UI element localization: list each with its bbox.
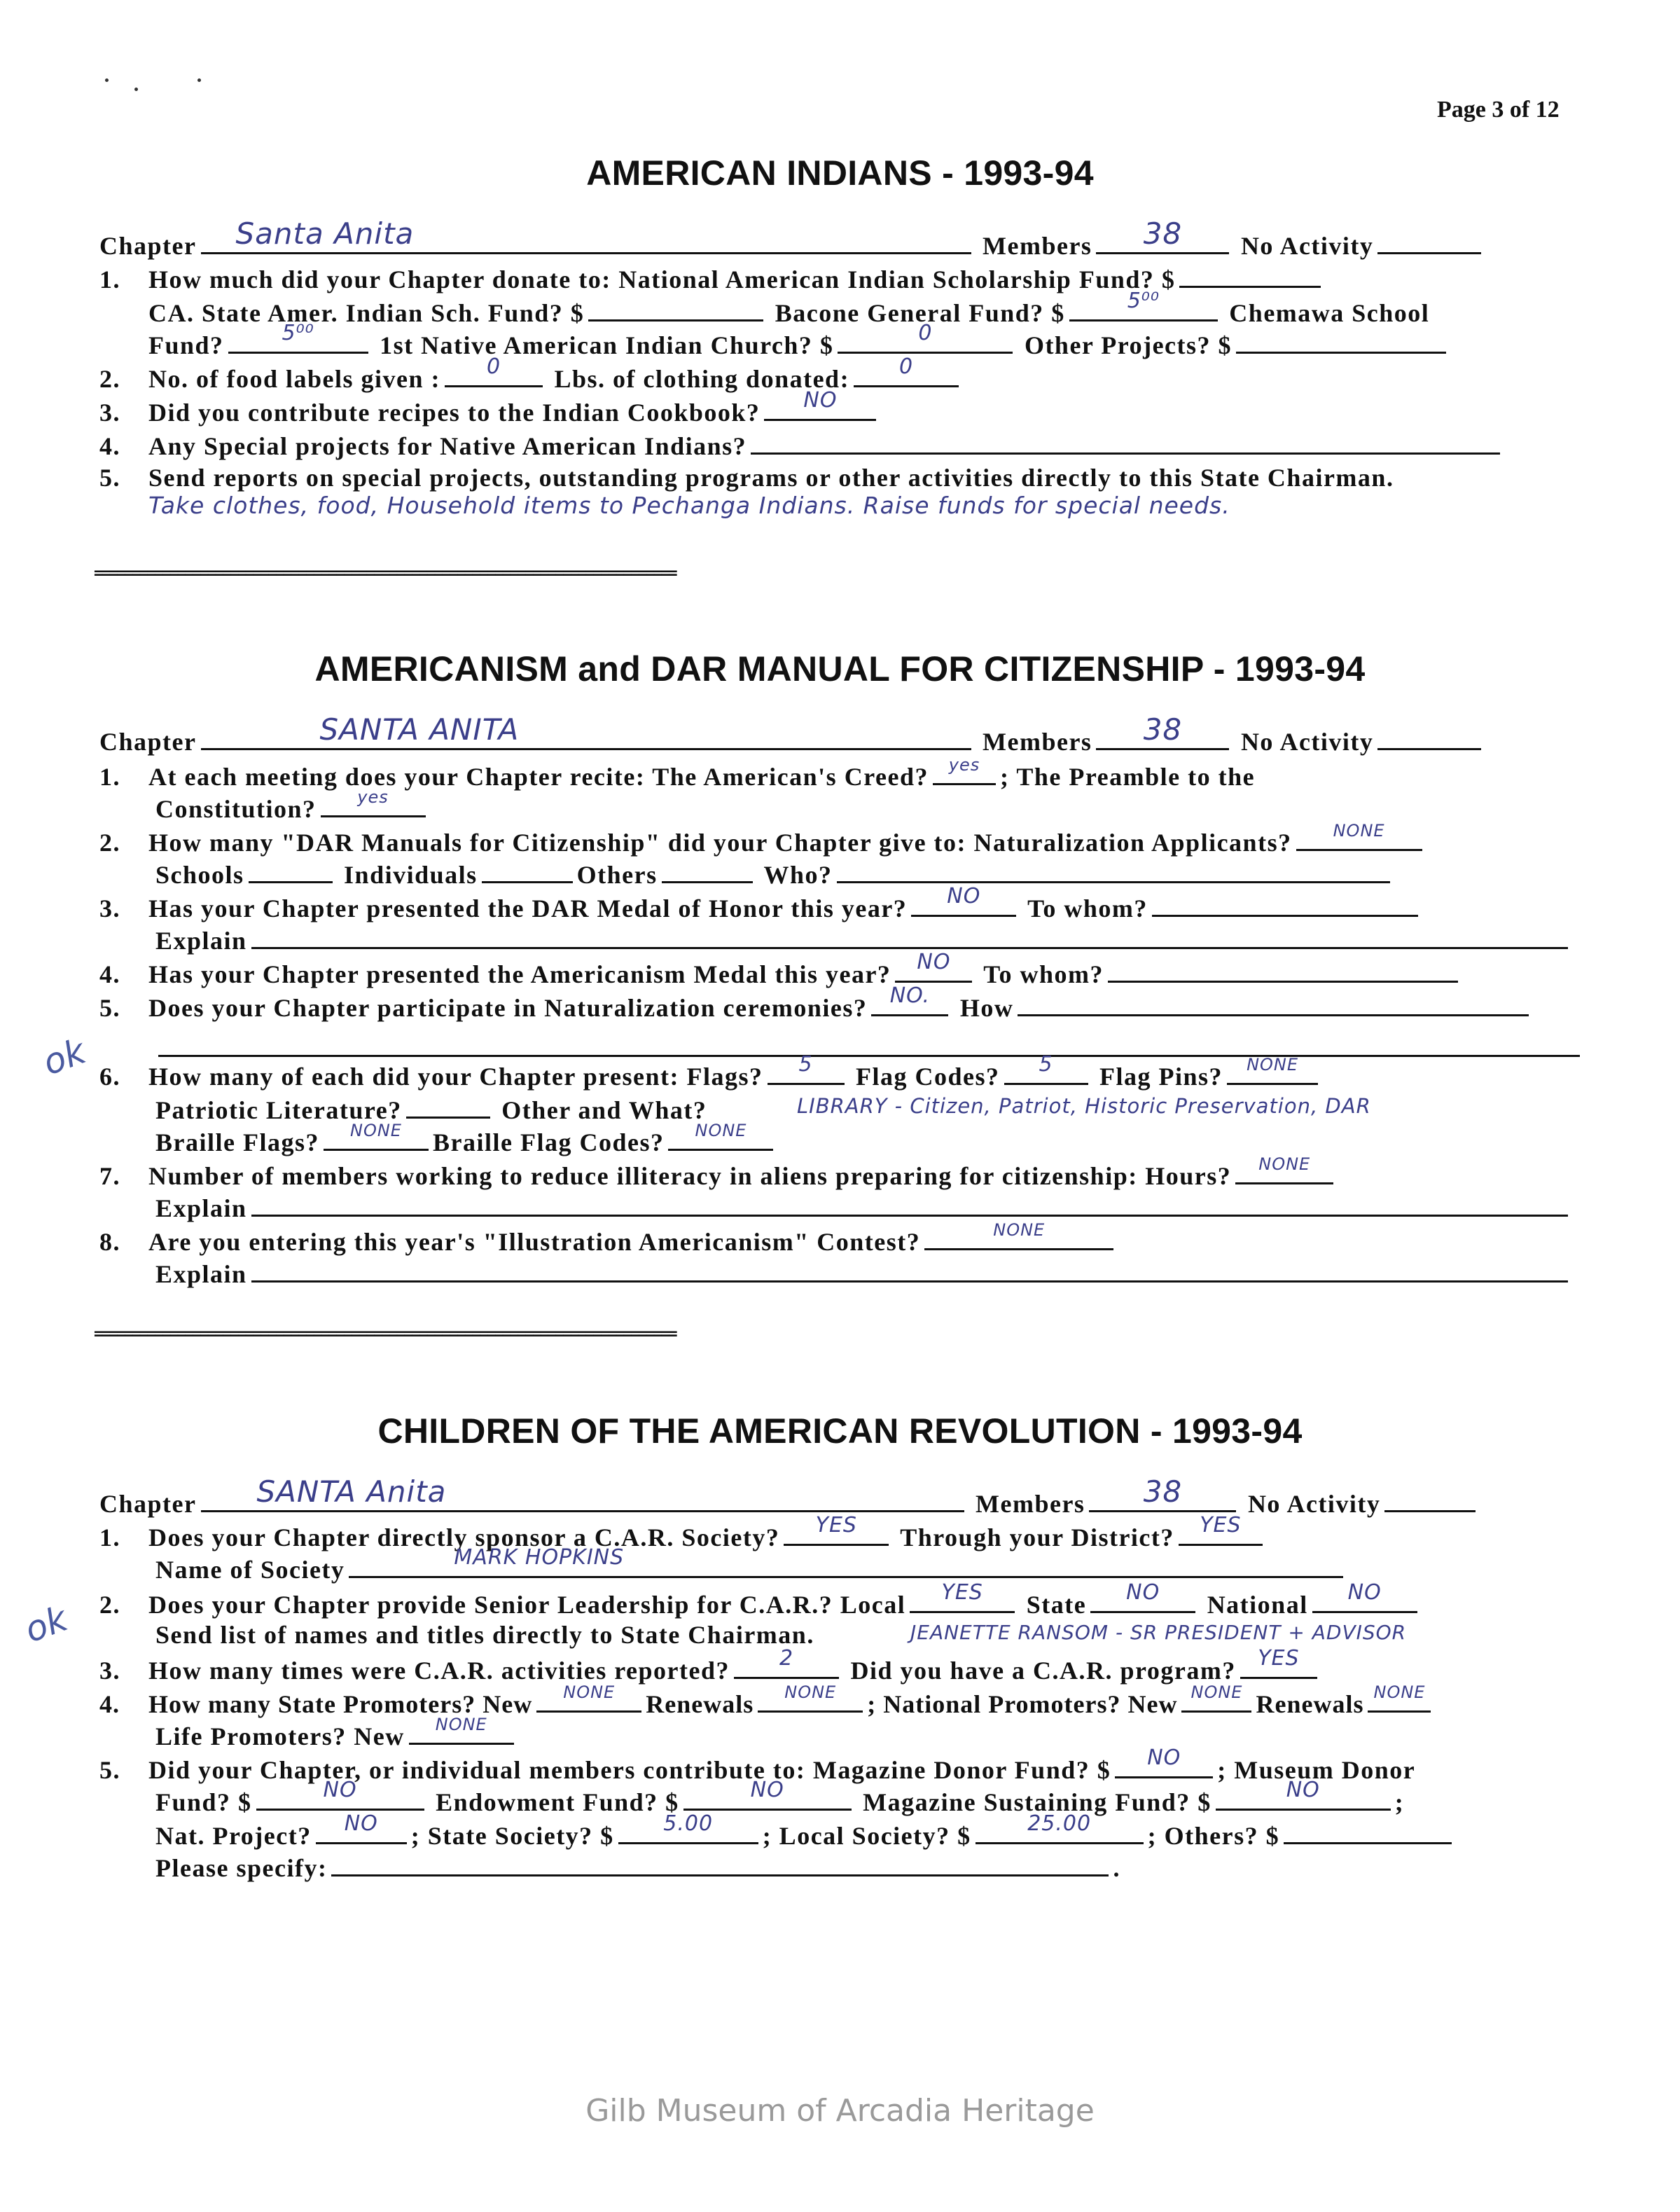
question-5: 5. Send reports on special projects, outstanding programs or other activities directly to this State Chairman. xyxy=(99,464,1394,492)
society-name-field[interactable]: MARK HOPKINS xyxy=(349,1552,1343,1578)
question-5-line-3: Nat. Project? NO ; State Society? $ 5.00 ; Local Society? $ 25.00 ; Others? $ xyxy=(155,1818,1456,1851)
scan-speck xyxy=(105,78,109,82)
others-amount-field[interactable] xyxy=(1284,1818,1452,1844)
food-labels-field[interactable]: 0 xyxy=(445,361,543,387)
chapter-field[interactable] xyxy=(201,216,971,254)
separator: ============================================================================= xyxy=(94,1325,676,1343)
state-promoters-new-field[interactable]: NONE xyxy=(536,1687,641,1713)
question-1-line-2: CA. State Amer. Indian Sch. Fund? $ Bacone General Fund? $ 5⁰⁰ Chemawa School xyxy=(148,289,1430,327)
activities-reported-field[interactable]: 2 xyxy=(734,1653,839,1679)
preamble-field[interactable]: yes xyxy=(321,792,426,817)
other-projects-field[interactable] xyxy=(1236,328,1446,354)
question-2-line-2: Send list of names and titles directly to State Chairman. xyxy=(155,1621,814,1649)
national-promoters-renewals-field[interactable]: NONE xyxy=(1368,1687,1431,1713)
chapter-row xyxy=(99,216,1485,261)
question-1: 1. How much did your Chapter donate to: National American Indian Scholarship Fund? $ xyxy=(99,262,1325,295)
blank-line xyxy=(158,1055,1580,1057)
contest-field[interactable]: NONE xyxy=(924,1224,1113,1250)
question-3: 3. Has your Chapter presented the DAR Medal of Honor this year? NO To whom? xyxy=(99,891,1422,924)
indian-church-field[interactable]: 0 xyxy=(838,328,1013,354)
margin-check-mark: ok xyxy=(37,1030,91,1084)
magazine-donor-field[interactable]: NO xyxy=(1115,1753,1213,1778)
endowment-field[interactable]: NO xyxy=(683,1785,852,1811)
question-6-line-2: Patriotic Literature? Other and What? xyxy=(155,1093,707,1126)
question-1-line-2: Name of Society MARK HOPKINS xyxy=(155,1552,1347,1585)
museum-donor-field[interactable]: NO xyxy=(256,1785,424,1811)
section-title: CHILDREN OF THE AMERICAN REVOLUTION - 1993-94 xyxy=(377,1411,1303,1451)
question-4: 4. Has your Chapter presented the Americanism Medal this year? NO To whom? xyxy=(99,957,1462,990)
question-1: 1. At each meeting does your Chapter recite: The American's Creed? yes ; The Preamble to the xyxy=(99,755,1256,791)
report-handwritten[interactable]: Take clothes, food, Household items to Pechanga Indians. Raise funds for special needs. xyxy=(148,492,1230,519)
illiteracy-hours-field[interactable]: NONE xyxy=(1235,1159,1333,1184)
footer-watermark: Gilb Museum of Arcadia Heritage xyxy=(585,2093,1095,2129)
special-projects-field[interactable] xyxy=(751,429,1500,455)
car-program-field[interactable]: YES xyxy=(1240,1653,1317,1679)
chapter-row: Chapter SANTA ANITA Members 38 No Activity xyxy=(99,724,1485,757)
schools-field[interactable] xyxy=(249,857,333,883)
medal-honor-field[interactable]: NO xyxy=(911,891,1016,917)
members-value: 38 xyxy=(1143,216,1183,251)
nat-project-field[interactable]: NO xyxy=(316,1818,407,1844)
district-field[interactable]: YES xyxy=(1179,1520,1263,1546)
members-label: Members xyxy=(983,232,1092,260)
other-what-value[interactable]: LIBRARY - Citizen, Patriot, Historic Preservation, DAR xyxy=(797,1094,1371,1118)
question-3: 3. Did you contribute recipes to the Indian Cookbook? NO xyxy=(99,395,880,428)
sponsor-field[interactable]: YES xyxy=(784,1520,889,1546)
section-title: AMERICAN INDIANS - 1993-94 xyxy=(586,153,1094,193)
question-1-line-2: Constitution? yes xyxy=(155,792,430,824)
flag-pins-field[interactable]: NONE xyxy=(1227,1059,1318,1085)
applicants-field[interactable]: NONE xyxy=(1296,825,1422,851)
medal-honor-whom-field[interactable] xyxy=(1152,891,1418,917)
contest-explain-field[interactable] xyxy=(251,1257,1568,1283)
illiteracy-explain-field[interactable] xyxy=(251,1191,1568,1217)
individuals-field[interactable] xyxy=(482,857,573,883)
no-activity-field[interactable] xyxy=(1384,1486,1476,1512)
please-specify-field[interactable] xyxy=(331,1851,1109,1876)
question-8-line-2: Explain xyxy=(155,1257,1572,1290)
chapter-field[interactable]: SANTA Anita xyxy=(201,1486,964,1512)
chemawa-fund-field[interactable]: 5⁰⁰ xyxy=(228,328,368,354)
local-society-field[interactable]: 25.00 xyxy=(976,1818,1144,1844)
members-field[interactable]: 38 xyxy=(1089,1486,1236,1512)
state-leadership-field[interactable]: NO xyxy=(1090,1587,1195,1613)
question-6: 6. How many of each did your Chapter present: Flags? 5 Flag Codes? 5 Flag Pins? NONE xyxy=(99,1059,1322,1092)
chapter-value: Santa Anita xyxy=(235,216,415,251)
ceremonies-field[interactable]: NO. xyxy=(871,990,948,1016)
question-3: 3. How many times were C.A.R. activities reported? 2 Did you have a C.A.R. program? YES xyxy=(99,1653,1321,1686)
cookbook-field[interactable]: NO xyxy=(764,395,876,421)
no-activity-label: No Activity xyxy=(1240,232,1374,260)
bacone-fund-field[interactable]: 5⁰⁰ xyxy=(1069,296,1218,322)
no-activity-field[interactable] xyxy=(1377,228,1481,254)
ceremonies-how-field[interactable] xyxy=(1018,990,1529,1016)
question-7: 7. Number of members working to reduce illiteracy in aliens preparing for citizenship: Hours? NONE xyxy=(99,1159,1338,1191)
question-2: 2. Does your Chapter provide Senior Leadership for C.A.R.? Local YES State NO National NO xyxy=(99,1587,1422,1620)
national-leadership-field[interactable]: NO xyxy=(1312,1587,1417,1613)
question-4: 4. Any Special projects for Native American Indians? xyxy=(99,429,1504,462)
local-leadership-field[interactable]: YES xyxy=(910,1587,1015,1613)
members-field[interactable]: 38 xyxy=(1096,724,1229,750)
question-1-line-3: Fund? 5⁰⁰ 1st Native American Indian Church? $ 0 Other Projects? $ xyxy=(148,328,1450,361)
americanism-whom-field[interactable] xyxy=(1108,957,1458,983)
who-field[interactable] xyxy=(837,857,1390,883)
braille-flags-field[interactable]: NONE xyxy=(324,1125,429,1151)
national-promoters-new-field[interactable]: NONE xyxy=(1181,1687,1251,1713)
chapter-label: Chapter xyxy=(99,232,197,260)
question-2: 2. No. of food labels given : 0 Lbs. of clothing donated: 0 xyxy=(99,361,963,394)
life-promoters-field[interactable]: NONE xyxy=(409,1719,514,1745)
ca-state-fund-field[interactable] xyxy=(588,296,763,322)
flag-codes-field[interactable]: 5 xyxy=(1004,1059,1088,1085)
question-5-line-2: Fund? $ NO Endowment Fund? $ NO Magazine Sustaining Fund? $ NO ; xyxy=(155,1778,1405,1816)
flags-field[interactable]: 5 xyxy=(768,1059,845,1085)
state-promoters-renewals-field[interactable]: NONE xyxy=(758,1687,863,1713)
question-4: 4. How many State Promoters? New NONE Renewals NONE ; National Promoters? New NONE Renewals NONE xyxy=(99,1687,1435,1720)
americanism-medal-field[interactable]: NO xyxy=(895,957,972,983)
question-6-line-3: Braille Flags? NONE Braille Flag Codes? NONE xyxy=(155,1125,777,1158)
margin-check-mark: ok xyxy=(19,1598,73,1651)
no-activity-field[interactable] xyxy=(1377,724,1481,750)
scan-speck xyxy=(134,88,138,91)
question-5-line-4: Please specify: . xyxy=(155,1851,1120,1883)
scholarship-fund-field[interactable] xyxy=(1179,262,1321,288)
state-society-field[interactable]: 5.00 xyxy=(618,1818,758,1844)
question-8: 8. Are you entering this year's "Illustration Americanism" Contest? NONE xyxy=(99,1224,1118,1257)
magazine-sustaining-field[interactable]: NO xyxy=(1216,1785,1391,1811)
question-4-line-2: Life Promoters? New NONE xyxy=(155,1719,518,1752)
question-2: 2. How many "DAR Manuals for Citizenship" did your Chapter give to: Naturalization Applicants? NONE xyxy=(99,825,1426,858)
separator: ============================================================================= xyxy=(94,565,676,582)
question-1: 1. Does your Chapter directly sponsor a C.A.R. Society? YES Through your District? YES xyxy=(99,1520,1267,1553)
creed-field[interactable]: yes xyxy=(933,759,996,785)
members-field[interactable] xyxy=(1096,216,1229,254)
question-3-line-2: Explain xyxy=(155,923,1572,956)
clothing-lbs-field[interactable]: 0 xyxy=(854,361,959,387)
question-7-line-2: Explain xyxy=(155,1191,1572,1224)
chapter-row: Chapter SANTA Anita Members 38 No Activity xyxy=(99,1486,1480,1519)
section-title: AMERICANISM and DAR MANUAL FOR CITIZENSHIP - 1993-94 xyxy=(314,649,1366,689)
question-2-line-2: Schools Individuals Others Who? xyxy=(155,857,1394,890)
braille-codes-field[interactable]: NONE xyxy=(668,1125,773,1151)
question-5: 5. Does your Chapter participate in Naturalization ceremonies? NO. How xyxy=(99,990,1533,1023)
others-field[interactable] xyxy=(662,857,753,883)
page-number: Page 3 of 12 xyxy=(1437,97,1560,123)
leadership-names-value[interactable]: JEANETTE RANSOM - SR PRESIDENT + ADVISOR xyxy=(910,1621,1407,1644)
question-5: 5. Did your Chapter, or individual members contribute to: Magazine Donor Fund? $ NO ; Museum Donor xyxy=(99,1746,1416,1784)
medal-explain-field[interactable] xyxy=(251,923,1568,949)
chapter-field[interactable]: SANTA ANITA xyxy=(201,724,971,750)
scan-speck xyxy=(197,78,201,82)
